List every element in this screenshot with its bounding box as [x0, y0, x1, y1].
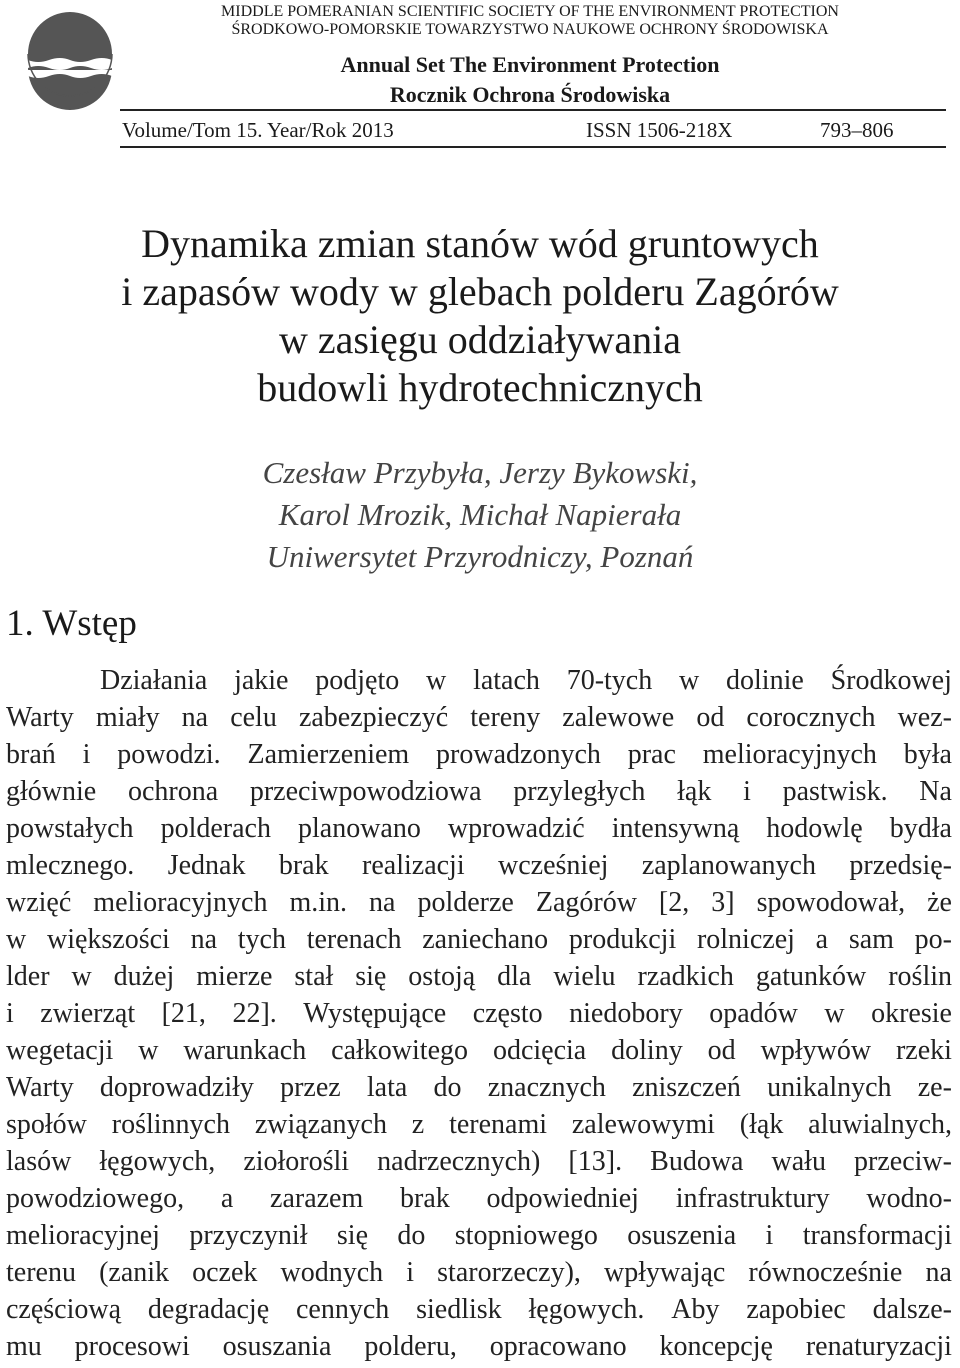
word: Warty — [6, 702, 74, 733]
word: melioracyjnych — [702, 739, 877, 770]
word: m.in. — [289, 887, 348, 918]
word: z — [411, 1109, 425, 1140]
word: i — [6, 998, 14, 1029]
word: Działania — [100, 665, 208, 696]
body-line — [6, 699, 952, 736]
word: procesowi — [74, 1331, 190, 1362]
word: przez — [280, 1072, 341, 1103]
word: polderu, — [364, 1331, 457, 1362]
word: przyczynił — [189, 1220, 308, 1251]
word: terenach — [306, 924, 402, 955]
word: na — [369, 887, 396, 918]
word: przedsię- — [849, 850, 952, 881]
word: planowano — [297, 813, 421, 844]
word: Zagórów — [535, 887, 637, 918]
word: na — [190, 924, 217, 955]
word: degradację — [147, 1294, 270, 1325]
word: często — [472, 998, 543, 1029]
issn: ISSN 1506-218X — [586, 118, 733, 142]
word: pastwisk. — [782, 776, 888, 807]
word: koncepcję — [659, 1331, 773, 1362]
word: do — [433, 1072, 462, 1103]
word: Aby — [671, 1294, 720, 1325]
word: częściową — [6, 1294, 122, 1325]
word: zalewowe — [562, 702, 675, 733]
word: intensywną — [611, 813, 740, 844]
word: w — [138, 1035, 159, 1066]
word: łąk — [677, 776, 712, 807]
word: roślin — [888, 961, 952, 992]
word: rolniczej — [696, 924, 795, 955]
word: jakie — [234, 665, 289, 696]
word: tereny — [470, 702, 541, 733]
word: przyległych — [513, 776, 646, 807]
word: na — [925, 1257, 952, 1288]
word: melioracyjnych — [93, 887, 268, 918]
word: ze- — [917, 1072, 952, 1103]
body-line — [6, 1291, 952, 1328]
word: stopniowego — [454, 1220, 598, 1251]
word: była — [903, 739, 952, 770]
word: opadów — [709, 998, 798, 1029]
word: się — [336, 1220, 368, 1251]
word: niedobory — [569, 998, 683, 1029]
word: podjęto — [315, 665, 400, 696]
word: mlecznego. — [6, 850, 135, 881]
word: brak — [278, 850, 329, 881]
body-line — [6, 1069, 952, 1106]
authors-line: Karol Mrozik, Michał Napierała — [278, 497, 682, 532]
word: Występujące — [303, 998, 447, 1029]
article-title — [40, 220, 920, 412]
word: tych — [237, 924, 286, 955]
body-line — [6, 773, 952, 810]
word: odcięcia — [492, 1035, 587, 1066]
body-line — [6, 810, 952, 847]
body-line — [6, 847, 952, 884]
word: bydła — [889, 813, 952, 844]
society-name-en: MIDDLE POMERANIAN SCIENTIFIC SOCIETY OF THE ENVIRONMENT PROTECTION — [221, 3, 839, 20]
word: mu — [6, 1331, 42, 1362]
header-rule-top — [120, 109, 946, 111]
word: zapobiec — [746, 1294, 846, 1325]
word: w — [426, 665, 447, 696]
word: nadrzecznych) — [377, 1146, 541, 1177]
body-line — [6, 1180, 952, 1217]
word: 22]. — [232, 998, 277, 1029]
word: renaturyzacji — [805, 1331, 952, 1362]
authors-line: Czesław Przybyła, Jerzy Bykowski, — [262, 455, 698, 490]
header-rule-bottom — [120, 146, 946, 148]
word: polderach — [160, 813, 271, 844]
word: latach — [473, 665, 540, 696]
word: wcześniej — [498, 850, 609, 881]
word: cennych — [295, 1294, 390, 1325]
section-heading: 1. Wstęp — [6, 603, 137, 644]
word: wegetacji — [6, 1035, 114, 1066]
word: znacznych — [487, 1072, 606, 1103]
page-range: 793–806 — [820, 118, 894, 142]
word: lasów — [6, 1146, 72, 1177]
word: rzeki — [895, 1035, 952, 1066]
word: wzięć — [6, 887, 72, 918]
body-line — [6, 1143, 952, 1180]
word: gatunków — [755, 961, 867, 992]
word: wprowadzić — [447, 813, 585, 844]
word: lder — [6, 961, 50, 992]
word: dla — [497, 961, 532, 992]
society-logo-icon — [22, 4, 118, 112]
word: doprowadziły — [99, 1072, 254, 1103]
word: Budowa — [650, 1146, 744, 1177]
word: oczek — [192, 1257, 258, 1288]
word: Środkowej — [830, 665, 952, 696]
body-line — [6, 884, 952, 921]
word: stał — [294, 961, 334, 992]
word: sam — [848, 924, 894, 955]
word: aluwialnych, — [808, 1109, 952, 1140]
word: zaniechano — [422, 924, 549, 955]
word: wodno- — [866, 1183, 952, 1214]
word: doliny — [611, 1035, 683, 1066]
word: głównie — [6, 776, 97, 807]
word: zarazem — [270, 1183, 364, 1214]
affiliation-line: Uniwersytet Przyrodniczy, Poznań — [266, 539, 694, 574]
word: [13]. — [568, 1146, 623, 1177]
word: spowodował, — [756, 887, 906, 918]
word: prac — [627, 739, 676, 770]
word: (łąk — [739, 1109, 784, 1140]
word: Jednak — [167, 850, 246, 881]
word: dużej — [113, 961, 175, 992]
word: i — [82, 739, 91, 770]
body-line — [6, 662, 952, 699]
word: powodziowego, — [6, 1183, 185, 1214]
word: brak — [400, 1183, 450, 1214]
word: w — [6, 924, 27, 955]
word: transformacji — [802, 1220, 952, 1251]
word: wodnych — [280, 1257, 384, 1288]
word: dolinie — [726, 665, 804, 696]
word: łęgowych, — [99, 1146, 216, 1177]
word: lata — [366, 1072, 408, 1103]
word: ostoją — [408, 961, 476, 992]
word: terenu — [6, 1257, 76, 1288]
word: 3] — [711, 887, 735, 918]
authors-affiliation — [180, 452, 780, 578]
word: łęgowych. — [528, 1294, 645, 1325]
word: 70-tych — [566, 665, 653, 696]
word: rzadkich — [637, 961, 734, 992]
word: melioracyjnej — [6, 1220, 160, 1251]
word: wału — [771, 1146, 826, 1177]
body-line — [6, 1254, 952, 1291]
word: społów — [6, 1109, 87, 1140]
title-line: i zapasów wody w glebach polderu Zagórów — [121, 269, 839, 314]
word: odpowiedniej — [486, 1183, 639, 1214]
word: przeciwpowodziowa — [249, 776, 482, 807]
body-line — [6, 736, 952, 773]
word: a — [220, 1183, 234, 1214]
body-line — [6, 1217, 952, 1254]
word: zniszczeń — [632, 1072, 741, 1103]
word: osuszenia — [627, 1220, 737, 1251]
society-name-pl: ŚRODKOWO-POMORSKIE TOWARZYSTWO NAUKOWE OCHRONY ŚRODOWISKA — [231, 21, 829, 38]
word: [2, — [658, 887, 690, 918]
word: Na — [919, 776, 952, 807]
word: do — [397, 1220, 426, 1251]
word: w — [679, 665, 700, 696]
word: powstałych — [6, 813, 134, 844]
body-line — [6, 1328, 952, 1365]
word: Warty — [6, 1072, 74, 1103]
title-line: w zasięgu oddziaływania — [278, 317, 682, 362]
word: wez- — [897, 702, 952, 733]
volume-year: Volume/Tom 15. Year/Rok 2013 — [122, 118, 394, 142]
word: większości — [46, 924, 170, 955]
body-text — [6, 662, 952, 1365]
word: Zamierzeniem — [247, 739, 410, 770]
word: wielu — [553, 961, 616, 992]
word: osuszania — [222, 1331, 332, 1362]
word: warunkach — [183, 1035, 307, 1066]
word: wpływając — [604, 1257, 726, 1288]
word: i — [406, 1257, 415, 1288]
word: związanych — [254, 1109, 387, 1140]
word: realizacji — [362, 850, 465, 881]
word: unikalnych — [767, 1072, 892, 1103]
word: [21, — [161, 998, 206, 1029]
word: na — [181, 702, 209, 733]
word: przeciw- — [854, 1146, 952, 1177]
word: brań — [6, 739, 56, 770]
word: zaplanowanych — [641, 850, 816, 881]
word: zwierząt — [40, 998, 136, 1029]
title-line: budowli hydrotechnicznych — [257, 365, 703, 410]
word: ziołorośli — [243, 1146, 350, 1177]
journal-name-en: Annual Set The Environment Protection — [340, 52, 720, 77]
word: zabezpieczyć — [298, 702, 449, 733]
word: infrastruktury — [675, 1183, 830, 1214]
body-line — [6, 921, 952, 958]
word: celu — [230, 702, 277, 733]
word: terenami — [449, 1109, 548, 1140]
word: i — [743, 776, 751, 807]
word: wpływów — [760, 1035, 872, 1066]
word: corocznych — [746, 702, 876, 733]
word: po- — [914, 924, 952, 955]
word: polderze — [417, 887, 514, 918]
word: prowadzonych — [436, 739, 601, 770]
word: w — [71, 961, 92, 992]
word: hodowlę — [766, 813, 863, 844]
word: siedlisk — [416, 1294, 502, 1325]
word: okresie — [871, 998, 952, 1029]
body-line — [6, 1032, 952, 1069]
word: dalsze- — [872, 1294, 952, 1325]
body-line — [6, 958, 952, 995]
title-line: Dynamika zmian stanów wód gruntowych — [141, 221, 819, 266]
word: mierze — [196, 961, 273, 992]
word: produkcji — [568, 924, 677, 955]
word: opracowano — [489, 1331, 627, 1362]
word: od — [707, 1035, 736, 1066]
word: zalewowymi — [571, 1109, 715, 1140]
word: (zanik — [99, 1257, 170, 1288]
word: w — [824, 998, 845, 1029]
word: a — [815, 924, 829, 955]
word: powodzi. — [117, 739, 221, 770]
word: od — [696, 702, 725, 733]
word: się — [355, 961, 387, 992]
body-line — [6, 995, 952, 1032]
word: ochrona — [127, 776, 219, 807]
word: całkowitego — [331, 1035, 468, 1066]
word: miały — [95, 702, 160, 733]
word: równocześnie — [748, 1257, 903, 1288]
word: że — [927, 887, 952, 918]
word: i — [765, 1220, 774, 1251]
body-line — [6, 1106, 952, 1143]
word: starorzeczy), — [437, 1257, 581, 1288]
word: roślinnych — [111, 1109, 230, 1140]
journal-name-pl: Rocznik Ochrona Środowiska — [389, 82, 671, 107]
